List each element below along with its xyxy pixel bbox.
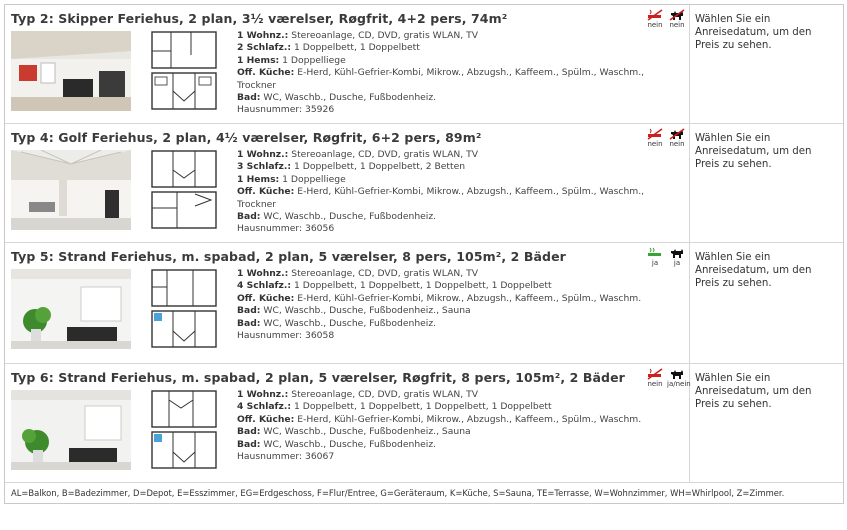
room-label: Bad: [237,211,261,223]
dog-icon [669,247,685,259]
room-label: Bad: [237,317,261,329]
room-label: Off. Küche: [237,292,295,304]
house-row [5,364,843,483]
room-text: 1 Doppelbett, 1 Doppelbett, 1 Doppelbett, 1 Doppelbett [291,401,552,413]
house-photo[interactable] [11,390,131,470]
house-description [237,149,685,236]
room-label: 1 Wohnz.: [237,389,289,400]
room-text: E-Herd, Kühl-Gefrier-Kombi, Mikrow., Abzugsh., Kaffeem., Spülm., Waschm., Trockner [237,186,645,210]
dog-icon [669,9,685,21]
dog-icon [669,128,685,140]
policy-icons [645,368,689,392]
house-photo[interactable] [11,269,131,349]
house-title[interactable]: Typ 4: Golf Feriehus, 2 plan, 4½ værelser, Røgfrit, 6+2 pers, 89m² [11,130,482,145]
room-text: 1 Doppelbett, 1 Doppelbett, 2 Betten [291,161,466,173]
room-label: Bad: [237,426,261,438]
house-info [5,124,690,242]
room-text: WC, Waschb., Dusche, Fußbodenheiz. [260,92,437,104]
pet-policy [667,368,691,388]
room-label: Bad: [237,92,261,104]
room-label: Off. Küche: [237,186,295,198]
room-text: 1 Doppelbett, 1 Doppelbett, 1 Doppelbett, 1 Doppelbett [291,280,552,292]
house-number: Hausnummer: 36058 [237,330,335,342]
price-info: Wählen Sie ein Anreisedatum, um den Preis zu sehen. [695,252,812,290]
smoking-status: nein [647,21,663,29]
house-number: Hausnummer: 35926 [237,104,335,116]
pet-status: nein [669,140,685,148]
room-text: WC, Waschb., Dusche, Fußbodenheiz., Sauna [260,426,471,438]
price-info: Wählen Sie ein Anreisedatum, um den Preis zu sehen. [695,14,812,52]
room-label: 1 Wohnz.: [237,30,289,41]
house-title[interactable]: Typ 5: Strand Feriehus, m. spabad, 2 plan, 5 værelser, 8 pers, 105m², 2 Bäder [11,249,566,264]
house-number: Hausnummer: 36067 [237,451,335,463]
house-description [237,268,685,342]
floor-plan[interactable] [151,269,217,349]
room-text: WC, Waschb., Dusche, Fußbodenheiz. [260,211,437,223]
house-info [5,5,690,123]
room-label: 1 Wohnz.: [237,149,289,160]
room-text: WC, Waschb., Dusche, Fußbodenheiz. [260,438,437,450]
house-title[interactable]: Typ 2: Skipper Feriehus, 2 plan, 3½ værelser, Røgfrit, 4+2 pers, 74m² [11,11,508,26]
room-text: E-Herd, Kühl-Gefrier-Kombi, Mikrow., Abzugsh., Kaffeem., Spülm., Waschm., Trockner [237,67,645,91]
dog-icon [669,368,685,380]
room-text: WC, Waschb., Dusche, Fußbodenheiz. [260,317,437,329]
room-text: Stereoanlage, CD, DVD, gratis WLAN, TV [288,389,478,400]
floor-plan[interactable] [151,31,217,111]
room-text: E-Herd, Kühl-Gefrier-Kombi, Mikrow., Abzugsh., Kaffeem., Spülm., Waschm. [294,292,642,304]
no-smoking-icon [647,368,663,380]
abbreviation-legend: AL=Balkon, B=Badezimmer, D=Depot, E=Esszimmer, EG=Erdgeschoss, F=Flur/Entree, G=Geräteraum, K=Küche, S=Sauna, TE=Terrasse, W=Wohnzimmer, WH=Whirlpool, Z=Zimmer. [11,488,785,498]
house-photo[interactable] [11,150,131,230]
room-text: 1 Doppelbett, 1 Doppelbett [291,42,420,54]
room-text: Stereoanlage, CD, DVD, gratis WLAN, TV [288,149,478,160]
room-label: 1 Wohnz.: [237,268,289,279]
pet-status: ja/nein [667,380,691,388]
pet-status: nein [669,21,685,29]
smoking-status: nein [647,140,663,148]
pet-policy [667,247,687,267]
smoking-policy [645,247,665,267]
house-info [5,364,690,482]
house-list [4,4,844,504]
policy-icons [645,9,689,33]
price-info: Wählen Sie ein Anreisedatum, um den Preis zu sehen. [695,133,812,171]
house-description [237,389,685,463]
room-text: WC, Waschb., Dusche, Fußbodenheiz., Sauna [260,305,471,317]
house-number: Hausnummer: 36056 [237,223,335,235]
room-text: 1 Doppelliege [279,54,346,66]
room-label: 1 Hems: [237,54,280,66]
smoking-policy [645,128,665,148]
house-description [237,30,685,117]
floor-plan[interactable] [151,390,217,470]
pet-status: ja [673,259,681,267]
room-label: 2 Schlafz.: [237,42,292,54]
pet-policy [667,9,687,29]
house-info [5,243,690,363]
house-title[interactable]: Typ 6: Strand Feriehus, m. spabad, 2 plan, 5 værelser, Røgfrit, 8 pers, 105m², 2 Bäder [11,370,625,385]
room-text: Stereoanlage, CD, DVD, gratis WLAN, TV [288,268,478,279]
room-label: Bad: [237,305,261,317]
house-row [5,243,843,364]
smoking-status: ja [651,259,659,267]
room-text: Stereoanlage, CD, DVD, gratis WLAN, TV [288,30,478,41]
smoking-policy [645,9,665,29]
policy-icons [645,247,689,271]
pet-policy [667,128,687,148]
room-label: 3 Schlafz.: [237,161,292,173]
room-text: E-Herd, Kühl-Gefrier-Kombi, Mikrow., Abzugsh., Kaffeem., Spülm., Waschm. [294,413,642,425]
smoking-policy [645,368,665,388]
policy-icons [645,128,689,152]
room-label: Off. Küche: [237,67,295,79]
no-smoking-icon [647,128,663,140]
room-label: 1 Hems: [237,173,280,185]
room-label: Off. Küche: [237,413,295,425]
room-label: 4 Schlafz.: [237,280,292,292]
house-row [5,5,843,124]
smoking-allowed-icon [647,247,663,259]
price-info: Wählen Sie ein Anreisedatum, um den Preis zu sehen. [695,373,812,411]
floor-plan[interactable] [151,150,217,230]
smoking-status: nein [647,380,663,388]
house-photo[interactable] [11,31,131,111]
no-smoking-icon [647,9,663,21]
house-row [5,124,843,243]
room-label: Bad: [237,438,261,450]
room-label: 4 Schlafz.: [237,401,292,413]
room-text: 1 Doppelliege [279,173,346,185]
